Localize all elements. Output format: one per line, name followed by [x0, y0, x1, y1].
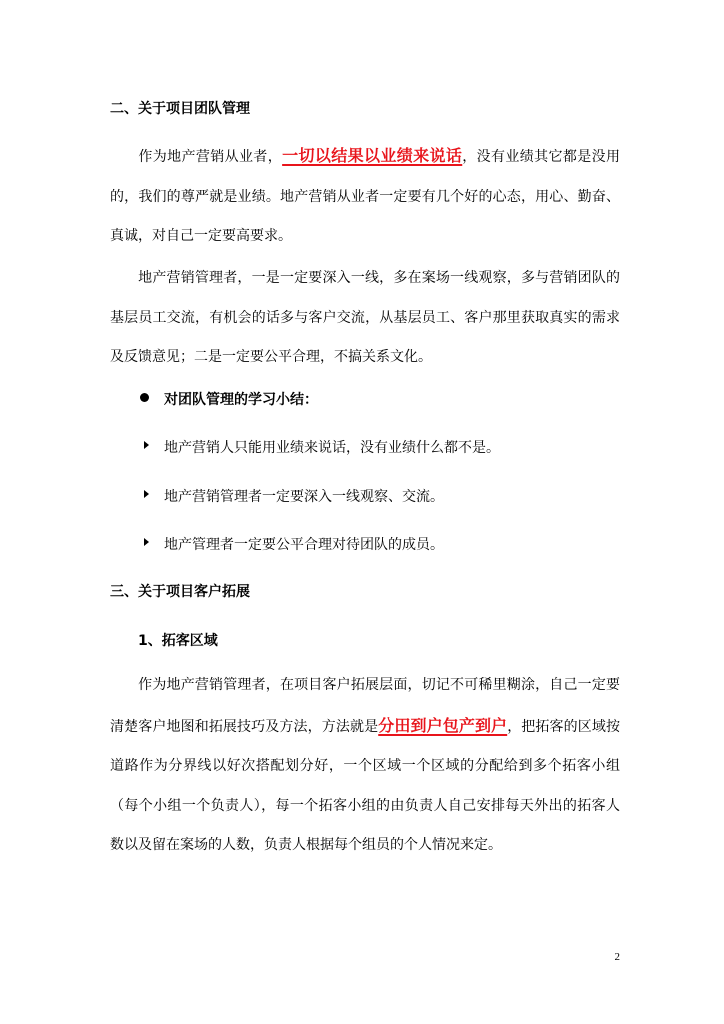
paragraph-2-text: 地产营销管理者，一是一定要深入一线，多在案场一线观察，多与营销团队的基层员工交流，有机会的话多与客户交流，从基层员工、客户那里获取真实的需求及反馈意见；二是一定要公平合理，不搞关系文化。 [110, 270, 620, 365]
summary-item: 地产管理者一定要公平合理对待团队的成员。 [164, 537, 444, 553]
arrow-bullet-icon [144, 538, 149, 546]
paragraph-1-text-end: ，没有业绩其它都是没用的，我们的尊严就是业绩。地产营销从业者一定要有几个好的心态，用心、勤奋、真诚，对自己一定要高要求。 [110, 149, 620, 244]
section-3-text-start: 作为地产营销管理者，在项目客户拓展层面，切记不可稀里糊涂，自己一定要清楚客户地图和拓展技巧及方法，方法就是 [110, 677, 620, 735]
section-2-paragraph-2 [110, 259, 620, 378]
section-3-text-end: ，把拓客的区域按道路作为分界线以好次搭配划分好，一个区域一个区域的分配给到多个拓客小组（每个小组一个负责人），每一个拓客小组的由负责人自己安排每天外出的拓客人数以及留在案场的人数，负责人根据每个组员的个人情况来定。 [110, 718, 621, 853]
bullet-dot-icon [140, 393, 149, 402]
section-2-paragraph-1 [110, 136, 620, 257]
section-2-heading: 二、关于项目团队管理 [110, 101, 250, 117]
summary-item: 地产营销管理者一定要深入一线观察、交流。 [164, 489, 444, 505]
highlight-results-phrase: 一切以结果以业绩来说话 [282, 146, 463, 165]
summary-title: 对团队管理的学习小结： [164, 392, 318, 408]
arrow-bullet-icon [144, 441, 149, 449]
section-3-paragraph [110, 666, 620, 866]
summary-item: 地产营销人只能用业绩来说话，没有业绩什么都不是。 [164, 440, 500, 456]
section-3-heading: 三、关于项目客户拓展 [110, 584, 250, 600]
section-3-subheading: 1、拓客区域 [138, 633, 218, 649]
highlight-division-phrase: 分田到户包产到户 [378, 715, 508, 735]
page-number: 2 [614, 951, 620, 963]
paragraph-1-text-start: 作为地产营销从业者， [138, 149, 283, 165]
arrow-bullet-icon [144, 490, 149, 498]
